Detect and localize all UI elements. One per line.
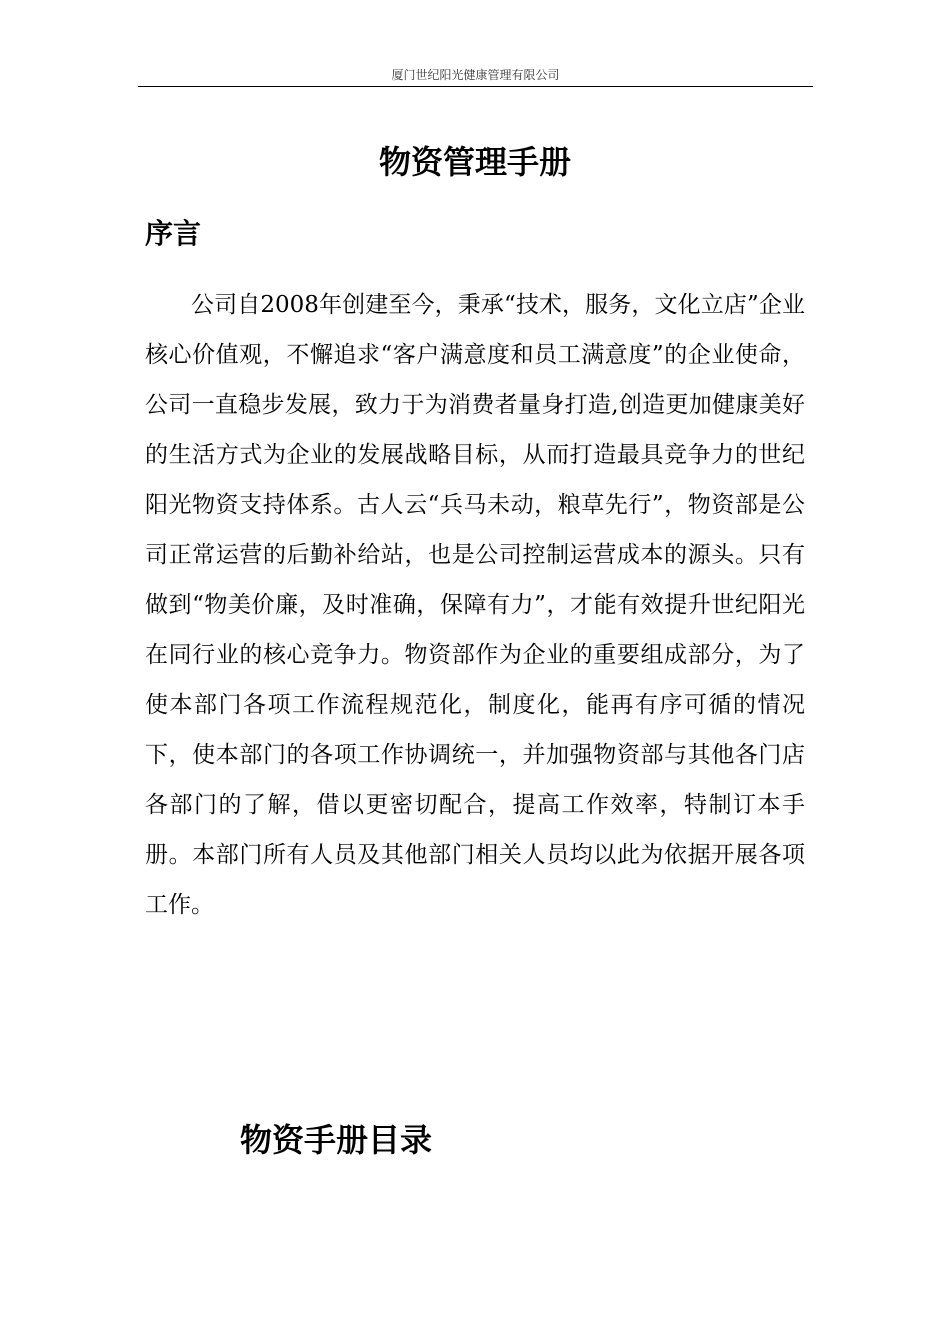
preface-paragraph: 公司自2008年创建至今，秉承“技术，服务，文化立店”企业核心价值观，不懈追求“客户满意度和员工满意度”的企业使命，公司一直稳步发展，致力于为消费者量身打造,创造更加健康美好的生活方式为企业的发展战略目标，从而打造最具竞争力的世纪阳光物资支持体系。古人云“兵马未动，粮草先行”，物资部是公司正常运营的后勤补给站，也是公司控制运营成本的源头。只有做到“物美价廉，及时准确，保障有力”，才能有效提升世纪阳光在同行业的核心竞争力。物资部作为企业的重要组成部分，为了使本部门各项工作流程规范化，制度化，能再有序可循的情况下，使本部门的各项工作协调统一，并加强物资部与其他各门店各部门的了解，借以更密切配合，提高工作效率，特制订本手册。本部门所有人员及其他部门相关人员均以此为依据开展各项工作。 xyxy=(145,292,805,918)
preface-heading: 序言 xyxy=(145,217,202,250)
toc-heading: 物资手册目录 xyxy=(240,1121,433,1159)
document-title: 物资管理手册 xyxy=(378,143,571,181)
page-header: 厦门世纪阳光健康管理有限公司 xyxy=(138,64,813,87)
